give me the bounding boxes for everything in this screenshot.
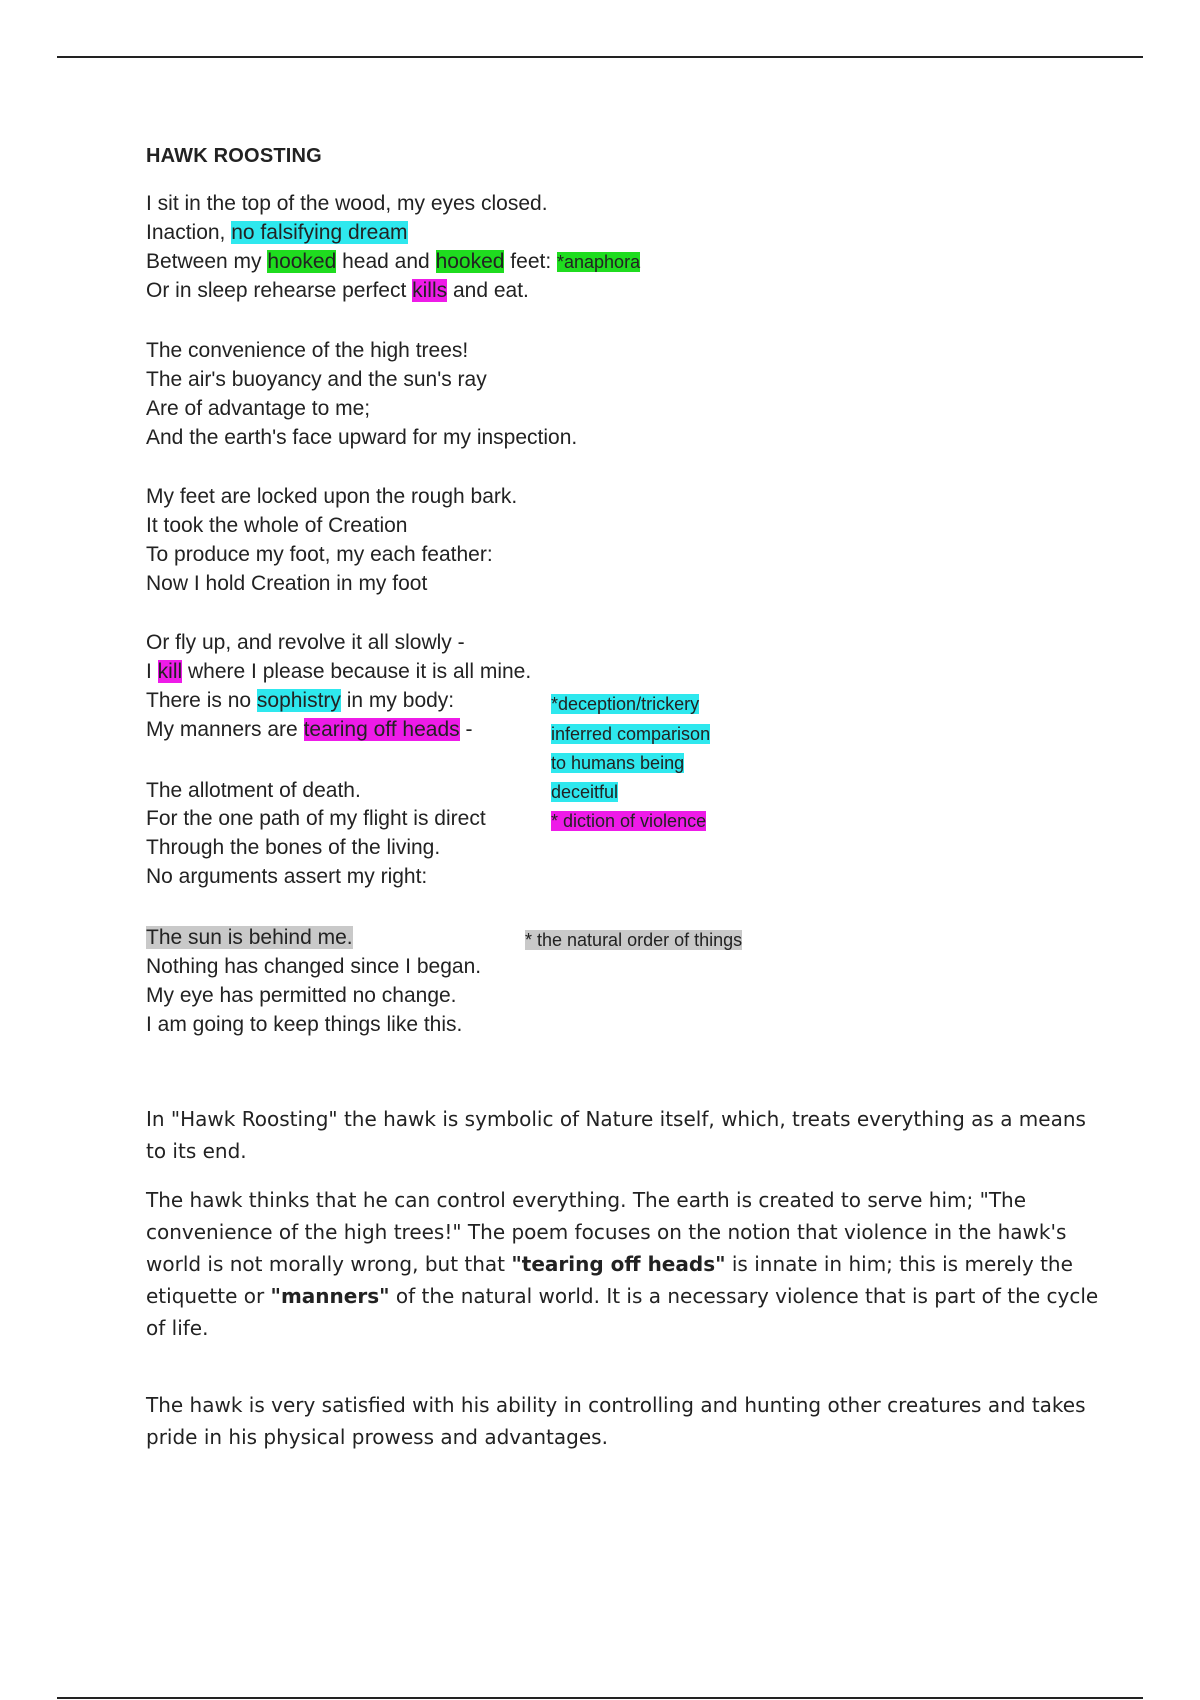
highlight-grey: The sun is behind me. (146, 926, 353, 949)
line-text: I sit in the top of the wood, my eyes closed. (146, 192, 548, 215)
highlight-magenta: kill (157, 660, 183, 683)
line-text: My manners are (146, 718, 304, 741)
line-text: Or in sleep rehearse perfect (146, 279, 413, 302)
poem-line (146, 717, 472, 743)
annotation-inferred (551, 751, 684, 775)
line-text: - (459, 718, 473, 741)
annotation-violence (551, 809, 706, 833)
annotation-deception (551, 692, 699, 716)
poem-line: I am going to keep things like this. (146, 1013, 463, 1036)
paragraph (146, 1184, 1106, 1344)
poem-line: My eye has permitted no change. (146, 984, 457, 1007)
annotation-text: to humans being (551, 753, 685, 773)
line-text: and eat. (447, 279, 529, 302)
line-text: Between my (146, 250, 268, 273)
poem-line: The convenience of the high trees! (146, 339, 469, 362)
highlight-green: hooked (435, 250, 505, 273)
poem-line (146, 925, 353, 951)
annotation-inferred (551, 780, 618, 804)
line-text: feet: (504, 250, 557, 273)
poem-line: Now I hold Creation in my foot (146, 572, 428, 595)
line-text: I (146, 660, 158, 683)
annotation-inferred (551, 722, 710, 746)
poem-line: Or fly up, and revolve it all slowly - (146, 631, 465, 654)
poem-line: No arguments assert my right: (146, 865, 428, 888)
line-text: head and (336, 250, 436, 273)
poem-line: For the one path of my flight is direct (146, 807, 486, 830)
bold-quote: "tearing off heads" (511, 1252, 726, 1276)
poem-line (146, 220, 408, 246)
paragraph-text: of the natural world. It is a necessary violence that is part of the cycle of life. (146, 1284, 1099, 1340)
poem-line: Nothing has changed since I began. (146, 955, 482, 978)
poem-line: The allotment of death. (146, 779, 361, 802)
poem-line: Are of advantage to me; (146, 397, 371, 420)
poem-line (146, 191, 548, 217)
annotation-natural-order (525, 928, 742, 952)
line-text: where I please because it is all mine. (182, 660, 532, 683)
highlight-magenta: tearing off heads (303, 718, 460, 741)
poem-line: And the earth's face upward for my inspection. (146, 426, 578, 449)
highlight-magenta: kills (412, 279, 448, 302)
paragraph-text: The hawk thinks that he can control everything. The earth is created to serve him; "The convenience of the high trees!" The poem focuses on the notion that violence in the hawk's world is not morally wrong, but that (146, 1188, 1067, 1276)
paragraph: The hawk is very satisfied with his ability in controlling and hunting other creatures and takes pride in his physical prowess and advantages. (146, 1393, 1086, 1449)
annotation-text: *deception/trickery (551, 694, 700, 714)
poem-line: To produce my foot, my each feather: (146, 543, 493, 566)
poem-line (146, 659, 531, 685)
poem-line: It took the whole of Creation (146, 514, 408, 537)
annotation-text: deceitful (551, 782, 619, 802)
bold-quote: "manners" (270, 1284, 390, 1308)
bottom-rule (57, 1697, 1143, 1699)
annotation-text: inferred comparison (551, 724, 711, 744)
annotation-text: * diction of violence (551, 811, 707, 831)
annotation-text: * the natural order of things (525, 930, 743, 950)
poem-line: Through the bones of the living. (146, 836, 441, 859)
poem-line: My feet are locked upon the rough bark. (146, 485, 518, 508)
poem-line (146, 278, 529, 304)
paragraph-text: is innate in him; this is merely the etiquette or (146, 1252, 1073, 1308)
line-text: in my body: (340, 689, 455, 712)
poem-line (146, 249, 640, 275)
poem-line: The air's buoyancy and the sun's ray (146, 368, 487, 391)
highlight-cyan: sophistry (256, 689, 341, 712)
highlight-green: hooked (267, 250, 337, 273)
line-text: There is no (146, 689, 257, 712)
line-text: Inaction, (146, 221, 232, 244)
top-rule (57, 56, 1143, 58)
highlight-cyan: no falsifying dream (231, 221, 408, 244)
annotation-anaphora: *anaphora (557, 252, 641, 272)
paragraph: In "Hawk Roosting" the hawk is symbolic of Nature itself, which, treats everything as a means to its end. (146, 1107, 1086, 1163)
poem-title: HAWK ROOSTING (146, 145, 322, 167)
poem-line (146, 688, 454, 714)
